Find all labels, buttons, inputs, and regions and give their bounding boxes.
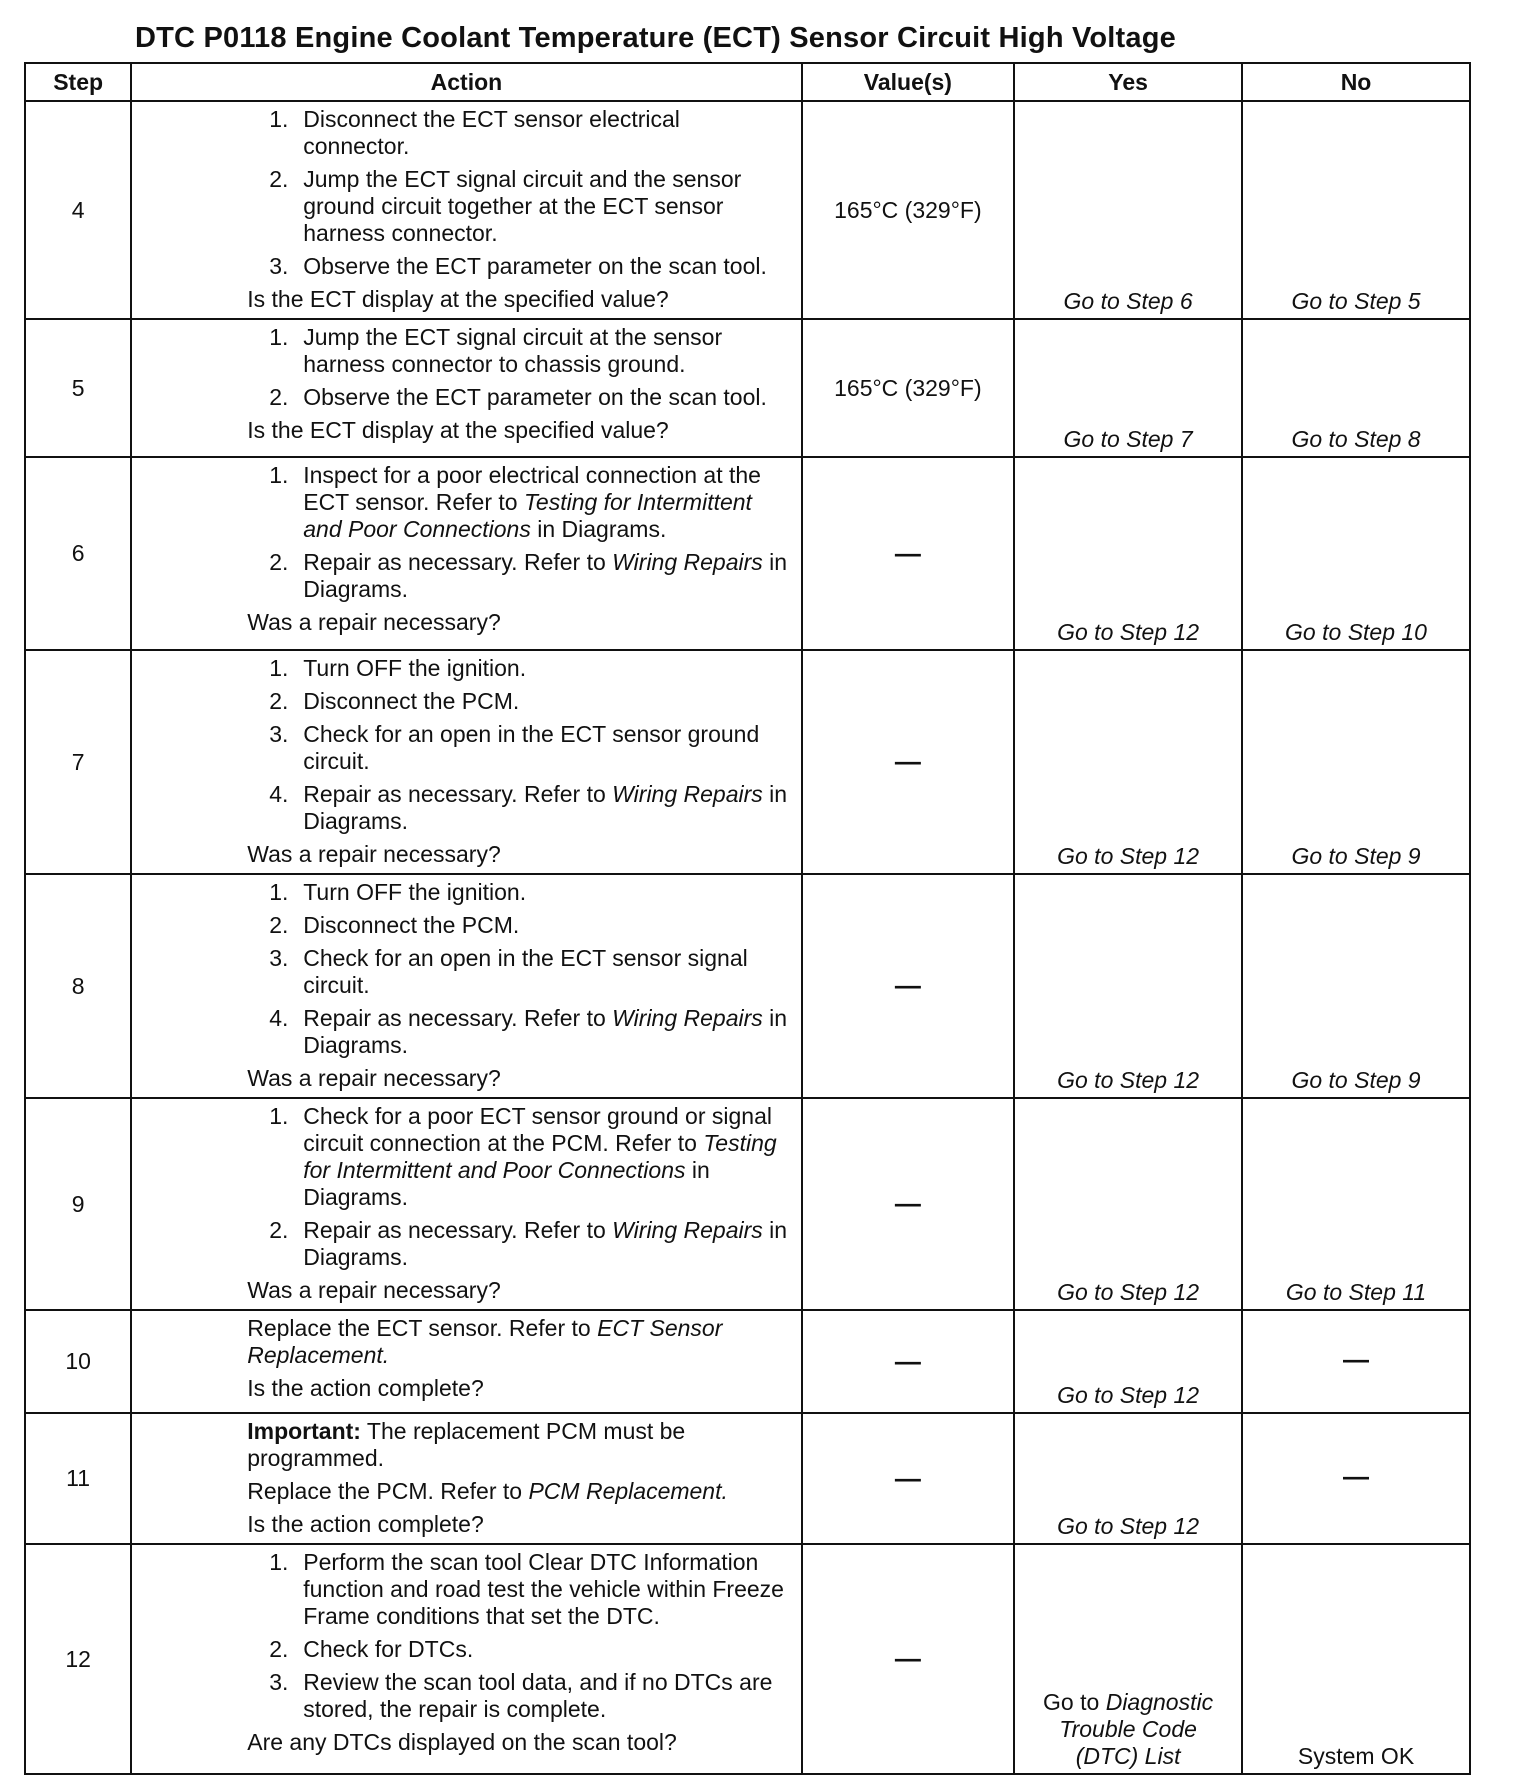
list-text [303, 1103, 790, 1211]
action-list-item [247, 1636, 790, 1663]
action-list-item [247, 1549, 790, 1630]
action-list-item [247, 1005, 790, 1059]
italic-reference: Wiring Repairs [612, 1217, 763, 1243]
action-question: Is the action complete? [247, 1511, 484, 1537]
list-number: 1. [269, 655, 289, 681]
value-text: 165°C (329°F) [834, 374, 982, 401]
action-list-item [247, 945, 790, 999]
no-result-cell [1242, 457, 1470, 650]
yes-result-cell [1014, 1310, 1242, 1413]
action-list-item [247, 655, 790, 682]
value-dash: — [894, 537, 921, 568]
action-question: Was a repair necessary? [247, 609, 501, 635]
list-text [303, 166, 790, 247]
text-span: Repair as necessary. Refer to [303, 1005, 613, 1031]
text-span: Check for DTCs. [303, 1636, 474, 1662]
action-question: Was a repair necessary? [247, 1277, 501, 1303]
text-span: Turn OFF the ignition. [303, 655, 527, 681]
value-dash: — [894, 746, 921, 776]
column-header-step: Step [25, 63, 131, 101]
list-number: 1. [269, 1103, 289, 1129]
value-dash: — [894, 1345, 921, 1376]
text-span: Replace the ECT sensor. Refer to [247, 1315, 598, 1341]
list-number: 1. [269, 324, 289, 350]
no-result-cell [1242, 1310, 1470, 1413]
step-number: 8 [25, 874, 131, 1098]
text-span: in Diagrams. [303, 1217, 788, 1270]
step-number: 12 [25, 1544, 131, 1774]
list-number: 4. [269, 1005, 289, 1031]
step-number: 7 [25, 650, 131, 874]
yes-result-cell [1014, 1544, 1242, 1774]
yes-result-cell [1014, 650, 1242, 874]
no-result [1243, 426, 1469, 453]
step-number: 10 [25, 1310, 131, 1413]
text-span: The replacement PCM must be programmed. [247, 1418, 686, 1471]
value-cell [802, 101, 1014, 319]
list-number: 2. [269, 549, 289, 575]
text-span: in Diagrams. [303, 1157, 710, 1210]
column-header-no: No [1242, 63, 1470, 101]
no-result [1243, 288, 1469, 315]
table-row [25, 101, 1470, 319]
list-text [303, 549, 790, 603]
value-dash: — [894, 1188, 921, 1218]
list-text [303, 721, 790, 775]
text-span: Inspect for a poor electrical connection at the ECT sensor. Refer to [303, 462, 761, 515]
goto-link[interactable]: Go to Step 7 [1063, 426, 1193, 452]
goto-link[interactable]: Go to Step 12 [1057, 1382, 1200, 1408]
text-span: Repair as necessary. Refer to [303, 549, 613, 575]
value-dash: — [894, 1643, 921, 1673]
no-result [1243, 1743, 1469, 1770]
italic-reference: Testing for Intermittent and Poor Connections [303, 1130, 777, 1183]
list-number: 2. [269, 384, 289, 410]
action-list-item [247, 1103, 790, 1211]
list-text [303, 106, 790, 160]
action-question: Is the ECT display at the specified value? [247, 286, 669, 312]
value-cell [802, 1098, 1014, 1310]
yes-result-cell [1014, 1413, 1242, 1544]
table-row [25, 1098, 1470, 1310]
no-result-cell [1242, 1098, 1470, 1310]
table-row [25, 457, 1470, 650]
result-dash: — [1343, 1344, 1370, 1374]
no-result-cell [1242, 650, 1470, 874]
action-list-item [247, 781, 790, 835]
action-list-item [247, 1669, 790, 1723]
table-header-row [25, 63, 1470, 101]
step-number: 4 [25, 101, 131, 319]
step-number: 11 [25, 1413, 131, 1544]
value-dash: — [894, 1462, 921, 1493]
yes-result [1015, 426, 1241, 453]
list-text [303, 324, 790, 378]
list-text [303, 384, 790, 411]
step-number: 5 [25, 319, 131, 457]
action-cell [131, 319, 801, 457]
action-list-item [247, 549, 790, 603]
action-paragraph [247, 1478, 790, 1505]
value-cell [802, 319, 1014, 457]
action-paragraph [247, 1418, 790, 1472]
text-span: Turn OFF the ignition. [303, 879, 527, 905]
no-result [1243, 1067, 1469, 1094]
italic-reference: PCM Replacement. [528, 1478, 728, 1504]
list-number: 2. [269, 1636, 289, 1662]
goto-link[interactable]: Go to Step 6 [1063, 288, 1193, 314]
goto-link[interactable]: Go to Step 12 [1057, 1279, 1200, 1305]
table-row [25, 650, 1470, 874]
text-span: Jump the ECT signal circuit at the sensor harness connector to chassis ground. [303, 324, 723, 377]
value-cell [802, 650, 1014, 874]
action-cell [131, 650, 801, 874]
action-list-item [247, 324, 790, 378]
list-text [303, 253, 790, 280]
action-list-item [247, 879, 790, 906]
value-cell [802, 874, 1014, 1098]
action-question: Was a repair necessary? [247, 1065, 501, 1091]
list-number: 2. [269, 1217, 289, 1243]
action-cell [131, 101, 801, 319]
list-text [303, 688, 790, 715]
list-text [303, 1549, 790, 1630]
goto-link[interactable]: Go to Step 9 [1291, 1067, 1421, 1093]
yes-result-cell [1014, 101, 1242, 319]
table-body [25, 101, 1470, 1774]
goto-link[interactable]: Go to Step 9 [1291, 843, 1421, 869]
text-span: Check for an open in the ECT sensor ground circuit. [303, 721, 760, 774]
list-number: 1. [269, 879, 289, 905]
action-question: Is the action complete? [247, 1375, 484, 1401]
yes-result [1015, 1689, 1241, 1770]
bold-text: Important: [247, 1418, 361, 1444]
column-header-values: Value(s) [802, 63, 1014, 101]
action-question: Was a repair necessary? [247, 841, 501, 867]
value-text: 165°C (329°F) [834, 196, 982, 223]
text-span: Repair as necessary. Refer to [303, 1217, 613, 1243]
list-text [303, 912, 790, 939]
text-span: in Diagrams. [303, 1005, 788, 1058]
goto-link[interactable]: Go to Step 5 [1291, 288, 1421, 314]
yes-result [1015, 1279, 1241, 1306]
value-dash: — [894, 970, 921, 1000]
value-cell [802, 1310, 1014, 1413]
no-result-cell [1242, 101, 1470, 319]
text-span: Disconnect the PCM. [303, 688, 520, 714]
goto-link[interactable]: Go to Step 12 [1057, 1067, 1200, 1093]
text-span: Check for an open in the ECT sensor signal circuit. [303, 945, 748, 998]
list-number: 1. [269, 1549, 289, 1575]
text-span: Check for a poor ECT sensor ground or signal circuit connection at the PCM. Refer to [303, 1103, 772, 1156]
list-text [303, 655, 790, 682]
action-cell [131, 457, 801, 650]
list-text [303, 1669, 790, 1723]
action-list-item [247, 688, 790, 715]
text-span: in Diagrams. [530, 516, 667, 542]
list-text [303, 781, 790, 835]
page-title: DTC P0118 Engine Coolant Temperature (ECT) Sensor Circuit High Voltage [135, 22, 1176, 54]
italic-reference: Wiring Repairs [612, 1005, 763, 1031]
no-result [1243, 619, 1469, 646]
goto-link[interactable]: Go to Step 12 [1057, 843, 1200, 869]
action-list-item [247, 1217, 790, 1271]
list-number: 3. [269, 1669, 289, 1695]
list-text [303, 945, 790, 999]
list-text [303, 1005, 790, 1059]
table-row [25, 1544, 1470, 1774]
yes-result-cell [1014, 457, 1242, 650]
value-cell [802, 457, 1014, 650]
action-list-item [247, 106, 790, 160]
yes-result-cell [1014, 1098, 1242, 1310]
no-result [1243, 1279, 1469, 1306]
no-result [1243, 1463, 1469, 1491]
action-list-item [247, 721, 790, 775]
action-list-item [247, 912, 790, 939]
yes-result [1015, 1067, 1241, 1094]
table-row [25, 1413, 1470, 1544]
step-number: 9 [25, 1098, 131, 1310]
list-text [303, 879, 790, 906]
no-result [1243, 843, 1469, 870]
goto-link[interactable]: Diagnostic Trouble Code (DTC) List [1059, 1689, 1214, 1769]
goto-link[interactable]: Go to Step 8 [1291, 426, 1421, 452]
yes-result [1015, 843, 1241, 870]
action-cell [131, 1413, 801, 1544]
yes-result [1015, 1382, 1241, 1409]
list-number: 4. [269, 781, 289, 807]
action-cell [131, 1098, 801, 1310]
no-result-cell [1242, 874, 1470, 1098]
yes-result-cell [1014, 874, 1242, 1098]
action-list-item [247, 166, 790, 247]
value-cell [802, 1413, 1014, 1544]
text-span: Review the scan tool data, and if no DTCs are stored, the repair is complete. [303, 1669, 773, 1722]
table-row [25, 319, 1470, 457]
text-span: Repair as necessary. Refer to [303, 781, 613, 807]
text-span: Disconnect the PCM. [303, 912, 520, 938]
list-number: 3. [269, 945, 289, 971]
italic-reference: ECT Sensor Replacement. [247, 1315, 723, 1368]
list-number: 1. [269, 106, 289, 132]
no-result-cell [1242, 1413, 1470, 1544]
list-text [303, 1636, 790, 1663]
list-number: 2. [269, 688, 289, 714]
value-cell [802, 1544, 1014, 1774]
text-span: Observe the ECT parameter on the scan tool. [303, 384, 767, 410]
italic-reference: Wiring Repairs [612, 549, 763, 575]
list-number: 3. [269, 721, 289, 747]
no-result-cell [1242, 1544, 1470, 1774]
action-cell [131, 874, 801, 1098]
text-span: Perform the scan tool Clear DTC Information function and road test the vehicle within Freeze Frame conditions that set the DTC. [303, 1549, 784, 1629]
text-span: in Diagrams. [303, 549, 788, 602]
result-dash: — [1343, 1461, 1370, 1491]
text-span: Disconnect the ECT sensor electrical connector. [303, 106, 680, 159]
action-question: Is the ECT display at the specified value? [247, 417, 669, 443]
action-cell [131, 1310, 801, 1413]
text-span: Observe the ECT parameter on the scan tool. [303, 253, 767, 279]
action-cell [131, 1544, 801, 1774]
action-list-item [247, 253, 790, 280]
yes-result [1015, 288, 1241, 315]
list-number: 1. [269, 462, 289, 488]
yes-result-cell [1014, 319, 1242, 457]
text-span: Replace the PCM. Refer to [247, 1478, 529, 1504]
step-number: 6 [25, 457, 131, 650]
table-row [25, 1310, 1470, 1413]
result-text: Go to [1043, 1689, 1106, 1715]
italic-reference: Wiring Repairs [612, 781, 763, 807]
table-row [25, 874, 1470, 1098]
list-number: 2. [269, 912, 289, 938]
text-span: Jump the ECT signal circuit and the sensor ground circuit together at the ECT sensor harness connector. [303, 166, 742, 246]
text-span: in Diagrams. [303, 781, 788, 834]
goto-link[interactable]: Go to Step 12 [1057, 1513, 1200, 1539]
goto-link[interactable]: Go to Step 12 [1057, 619, 1200, 645]
diagnostic-table [24, 62, 1471, 1775]
column-header-action: Action [131, 63, 801, 101]
goto-link[interactable]: Go to Step 11 [1285, 1279, 1427, 1305]
italic-reference: Testing for Intermittent and Poor Connections [303, 489, 752, 542]
list-number: 3. [269, 253, 289, 279]
action-list-item [247, 384, 790, 411]
yes-result [1015, 1513, 1241, 1540]
list-text [303, 462, 790, 543]
yes-result [1015, 619, 1241, 646]
no-result-cell [1242, 319, 1470, 457]
result-text: System OK [1297, 1743, 1415, 1769]
action-paragraph [247, 1315, 790, 1369]
column-header-yes: Yes [1014, 63, 1242, 101]
list-number: 2. [269, 166, 289, 192]
action-question: Are any DTCs displayed on the scan tool? [247, 1729, 677, 1755]
goto-link[interactable]: Go to Step 10 [1285, 619, 1427, 645]
list-text [303, 1217, 790, 1271]
no-result [1243, 1346, 1469, 1374]
action-list-item [247, 462, 790, 543]
